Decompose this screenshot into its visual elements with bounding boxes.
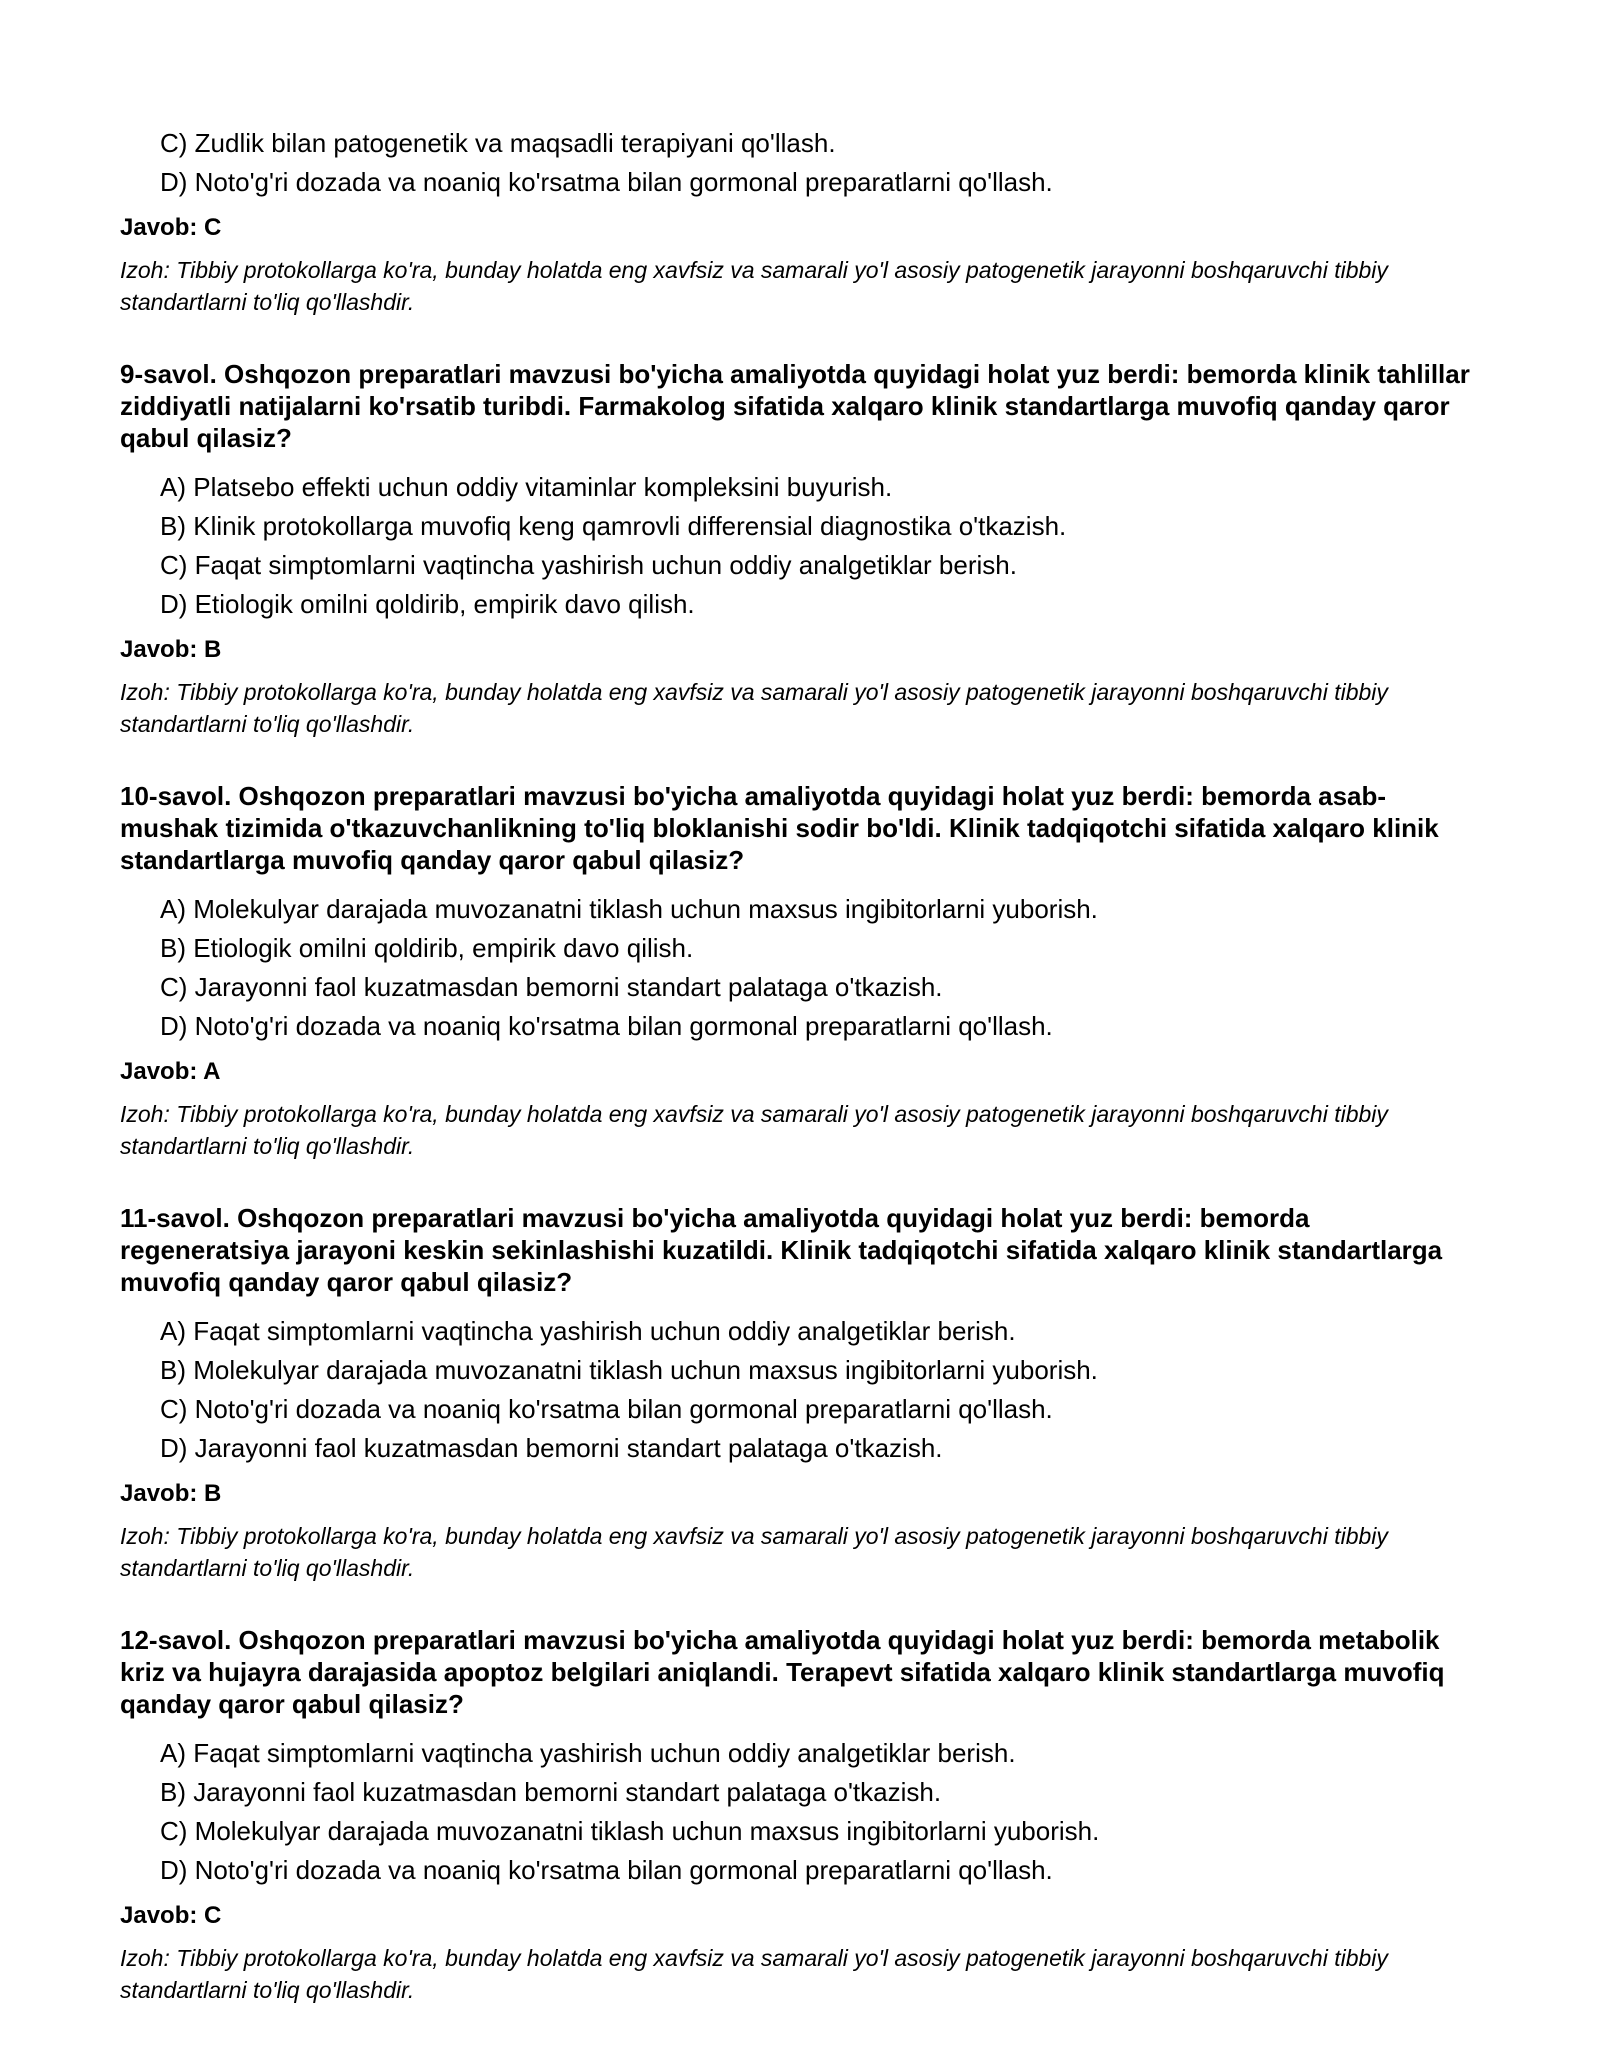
options-list	[120, 1734, 1480, 1890]
option-item: D) Noto'g'ri dozada va noaniq ko'rsatma bilan gormonal preparatlarni qo'llash.	[160, 167, 1053, 197]
option-item: B) Etiologik omilni qoldirib, empirik davo qilish.	[160, 933, 694, 963]
option-item: B) Jarayonni faol kuzatmasdan bemorni standart palataga o'tkazish.	[160, 1777, 942, 1807]
explanation-text: Izoh: Tibbiy protokollarga ko'ra, bunday holatda eng xavfsiz va samarali yo'l asosiy patogenetik jarayonni boshqaruvchi tibbiy standartlarni to'liq qo'llashdir.	[120, 1945, 1388, 2003]
explanation-text: Izoh: Tibbiy protokollarga ko'ra, bunday holatda eng xavfsiz va samarali yo'l asosiy patogenetik jarayonni boshqaruvchi tibbiy standartlarni to'liq qo'llashdir.	[120, 679, 1388, 737]
answer-label: Javob: B	[120, 636, 222, 663]
option-item: A) Faqat simptomlarni vaqtincha yashirish uchun oddiy analgetiklar berish.	[160, 1316, 1016, 1346]
option-item: C) Faqat simptomlarni vaqtincha yashirish uchun oddiy analgetiklar berish.	[160, 550, 1017, 580]
options-list	[120, 1312, 1480, 1468]
question-block	[120, 780, 1480, 1162]
answer-label: Javob: A	[120, 1058, 221, 1085]
question-text: 11-savol. Oshqozon preparatlari mavzusi bo'yicha amaliyotda quyidagi holat yuz berdi: bemorda regeneratsiya jarayoni keskin sekinlashishi kuzatildi. Klinik tadqiqotchi sifatida xalqaro klinik standartlarga muvofiq qanday qaror qabul qilasiz?	[120, 1203, 1443, 1297]
option-item: A) Platsebo effekti uchun oddiy vitaminlar kompleksini buyurish.	[160, 472, 893, 502]
option-item: C) Molekulyar darajada muvozanatni tiklash uchun maxsus ingibitorlarni yuborish.	[160, 1816, 1100, 1846]
option-item: D) Etiologik omilni qoldirib, empirik davo qilish.	[160, 589, 695, 619]
option-item: B) Klinik protokollarga muvofiq keng qamrovli differensial diagnostika o'tkazish.	[160, 511, 1067, 541]
explanation-text: Izoh: Tibbiy protokollarga ko'ra, bunday holatda eng xavfsiz va samarali yo'l asosiy patogenetik jarayonni boshqaruvchi tibbiy standartlarni to'liq qo'llashdir.	[120, 1101, 1388, 1159]
option-item: D) Noto'g'ri dozada va noaniq ko'rsatma bilan gormonal preparatlarni qo'llash.	[160, 1011, 1053, 1041]
explanation-text: Izoh: Tibbiy protokollarga ko'ra, bunday holatda eng xavfsiz va samarali yo'l asosiy patogenetik jarayonni boshqaruvchi tibbiy standartlarni to'liq qo'llashdir.	[120, 257, 1388, 315]
option-item: A) Molekulyar darajada muvozanatni tiklash uchun maxsus ingibitorlarni yuborish.	[160, 894, 1098, 924]
answer-label: Javob: B	[120, 1480, 222, 1507]
option-item: D) Noto'g'ri dozada va noaniq ko'rsatma bilan gormonal preparatlarni qo'llash.	[160, 1855, 1053, 1885]
option-item: C) Noto'g'ri dozada va noaniq ko'rsatma bilan gormonal preparatlarni qo'llash.	[160, 1394, 1053, 1424]
options-list	[120, 468, 1480, 624]
option-item: D) Jarayonni faol kuzatmasdan bemorni standart palataga o'tkazish.	[160, 1433, 943, 1463]
option-item: C) Jarayonni faol kuzatmasdan bemorni standart palataga o'tkazish.	[160, 972, 943, 1002]
options-list	[120, 890, 1480, 1046]
question-text: 12-savol. Oshqozon preparatlari mavzusi bo'yicha amaliyotda quyidagi holat yuz berdi: bemorda metabolik kriz va hujayra darajasida apoptoz belgilari aniqlandi. Terapevt sifatida xalqaro klinik standartlarga muvofiq qanday qaror qabul qilasiz?	[120, 1625, 1445, 1719]
question-text: 10-savol. Oshqozon preparatlari mavzusi bo'yicha amaliyotda quyidagi holat yuz berdi: bemorda asab-mushak tizimida o'tkazuvchanlikning to'liq bloklanishi sodir bo'ldi. Klinik tadqiqotchi sifatida xalqaro klinik standartlarga muvofiq qanday qaror qabul qilasiz?	[120, 781, 1439, 875]
question-block	[120, 1624, 1480, 2006]
option-item: A) Faqat simptomlarni vaqtincha yashirish uchun oddiy analgetiklar berish.	[160, 1738, 1016, 1768]
explanation-text: Izoh: Tibbiy protokollarga ko'ra, bunday holatda eng xavfsiz va samarali yo'l asosiy patogenetik jarayonni boshqaruvchi tibbiy standartlarni to'liq qo'llashdir.	[120, 1523, 1388, 1581]
answer-label: Javob: C	[120, 214, 222, 241]
option-item: B) Molekulyar darajada muvozanatni tiklash uchun maxsus ingibitorlarni yuborish.	[160, 1355, 1098, 1385]
question-text: 9-savol. Oshqozon preparatlari mavzusi bo'yicha amaliyotda quyidagi holat yuz berdi: bemorda klinik tahlillar ziddiyatli natijalarni ko'rsatib turibdi. Farmakolog sifatida xalqaro klinik standartlarga muvofiq qanday qaror qabul qilasiz?	[120, 359, 1470, 453]
question-block	[120, 358, 1480, 740]
answer-label: Javob: C	[120, 1902, 222, 1929]
option-item: C) Zudlik bilan patogenetik va maqsadli terapiyani qo'llash.	[160, 128, 836, 158]
question-block	[120, 1202, 1480, 1584]
intro-block	[120, 124, 1480, 318]
